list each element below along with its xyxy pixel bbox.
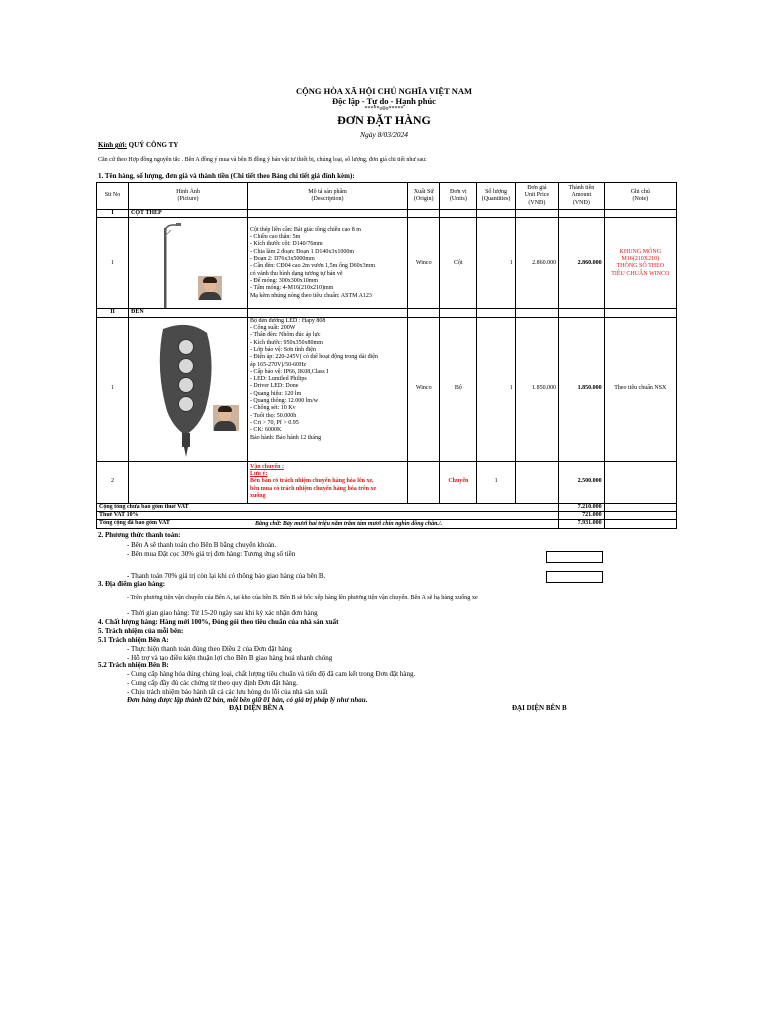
lamp-description: Bộ đèn đường LED : Hapy 808 - Công suất: 200W - Thân đèn: Nhôm đúc áp lực - Kích thước: 950x350x80mm - Lớp bảo vệ: Sơn tĩnh điện - Điện áp: 220-245V( có thể hoạt động trong dải điện áp 165-270V)/50-60Hz - Cấp bảo vệ: IP66, IK08,Class I - LED: Lumiled Philips - Driver LED: Done - Quang hiệu: 120 lm - Quang thông: 12.000 lm/w - Chống sét: 10 Kv - Tuổi thọ: 50.000h - Cri > 70, Pf > 0.95 - CK: 6000K Bảo hành: Bảo hành 12 tháng — [247, 317, 407, 461]
payment-heading: 2. Phương thức thanh toán: — [98, 531, 181, 539]
pole-image-cell — [129, 218, 248, 309]
delivery-line2: - Thời gian giao hàng: Từ 15-20 ngày sau khi ký xác nhận đơn hàng — [127, 609, 318, 617]
national-motto: Độc lập - Tự do - Hạnh phúc — [332, 96, 436, 106]
quality-text: 4. Chất lượng hàng: Hàng mới 100%, Đóng gói theo tiêu chuẩn của nhà sản xuất — [98, 618, 339, 626]
vat-row: Thuế VAT 10% 721.000 — [97, 511, 677, 519]
table-row-shipping: 2 Vận chuyển : Lưu ý: Bên bán có trách nhiệm chuyển hàng hóa lên xe, bên mua có trách nhiệm chuyển hàng hóa trên xe xuống Chuyến 1 2.500.000 — [97, 461, 677, 503]
responsibility-b3: - Chịu trách nhiệm bảo hành tất cả các lưu hỏng do lỗi của nhà sản xuất — [127, 688, 328, 696]
responsibility-a1: - Thực hiện thanh toán đúng theo Điều 2 của Đơn đặt hàng — [127, 645, 292, 653]
greeting-value: QUÝ CÔNG TY — [126, 141, 179, 149]
header-amount: Thành tiền Amount (VNĐ) — [559, 183, 604, 210]
payment-line2: - Bên mua Đặt cọc 30% giá trị đơn hàng: Tương ứng số tiền — [127, 550, 296, 558]
section1-heading: 1. Tên hàng, số lượng, đơn giá và thành tiền (Chi tiết theo Bảng chi tiết giá đính kèm): — [98, 172, 355, 180]
document-date: Ngày 8/03/2024 — [359, 130, 409, 139]
signature-party-b: ĐẠI DIỆN BÊN B — [512, 704, 567, 712]
person-photo — [213, 405, 239, 431]
group-name: CỘT THÉP — [129, 210, 248, 218]
shipping-description: Vận chuyển : Lưu ý: Bên bán có trách nhiệm chuyển hàng hóa lên xe, bên mua có trách nhiệm chuyển hàng hóa trên xe xuống — [247, 461, 407, 503]
payment-line1: - Bên A sẽ thanh toán cho Bên B bằng chuyển khoản. — [127, 541, 277, 549]
group-name: ĐÈN — [129, 309, 248, 317]
header-unit: Đơn vị (Units) — [440, 183, 477, 210]
order-table — [96, 182, 677, 529]
pole-note: KHUNG MÓNG M16(210X210) THÔNG SỐ THEO TIÊU CHUẨN WINCO — [604, 218, 676, 309]
header-image: Hình Ảnh (Picture) — [129, 183, 248, 210]
responsibility-heading: 5. Trách nhiệm của mỗi bên: — [98, 627, 184, 635]
header-desc: Mô tả sản phẩm (Description) — [247, 183, 407, 210]
lamp-note: Theo tiêu chuẩn NSX — [604, 317, 676, 461]
delivery-heading: 3. Địa điểm giao hàng: — [98, 580, 166, 588]
table-header-row — [97, 183, 677, 210]
pole-drawing — [138, 218, 238, 308]
ornament: *****o0o***** — [364, 106, 404, 112]
responsibility-b1: - Cung cấp hàng hóa đúng chủng loại, chất lượng tiêu chuẩn và tiến độ đã cam kết trong Đơn đặt hàng. — [127, 670, 416, 678]
table-row-pole: 1 Cột thép liền cần: Bát giác tồng chiều cao 8 m - Chiều cao thân: 5m - Kích thước cột: D140/76mm - Chia làm 2 đoạn: Đoạn 1 D140x3x1000m - Đoạn 2: D76x3x5000mm - Cần đèn: CĐ04 cao 2m vươn 1,5m ống D60x3mm có vành thu hình dạng tương tự bản vẽ - Đế móng: 300x300x10mm - Tấm móng: 4-M16(210x210)mm Mạ kẽm nhúng nóng theo tiêu chuẩn: ASTM A123 Winco Cột 1 2.860.000 2.860.000 KHUNG MÓNG M16(210X210) THÔNG SỐ THEO TIÊU CHUẨN WINCO — [97, 218, 677, 309]
total-row: Tổng cộng đã bao gồm VAT 7.931.000 — [97, 520, 677, 528]
signature-party-a: ĐẠI DIỆN BÊN A — [229, 704, 284, 712]
lamp-drawing — [133, 319, 243, 459]
responsibility-b2: - Cung cấp đầy đủ các chứng từ theo quy định Đơn đặt hàng. — [127, 679, 298, 687]
header-origin: Xuất Sứ (Origin) — [408, 183, 440, 210]
intro-text: Căn cứ theo Hợp đồng nguyên tắc . Bên A đồng ý mua và bên B đồng ý bán vật tư thiết bị, chủng loại, số lượng, đơn giá chi tiết như sau: — [98, 157, 427, 163]
balance-amount-box — [546, 571, 603, 583]
subtotal-row: Cộng tổng chưa bao gồm thuế VAT 7.210.000 — [97, 503, 677, 511]
deposit-amount-box — [546, 551, 603, 563]
header-stt: Stt No — [97, 183, 129, 210]
closing-statement: Đơn hàng được lập thành 02 bản, mỗi bên giữ 01 bản, có giá trị pháp lý như nhau. — [127, 696, 368, 704]
group-row-lamp: II ĐÈN — [97, 309, 677, 317]
responsibility-a2: - Hỗ trợ và tạo điều kiện thuận lợi cho Bên B giao hàng hoá nhanh chóng — [127, 654, 333, 662]
delivery-line1: - Trên phương tiện vận chuyển của Bên A, tại kho của bên B. Bên B sẽ bốc xếp hàng lên phương tiện vận chuyển. Bên A sẽ hạ hàng xuống xe — [127, 594, 478, 601]
national-title: CỘNG HÒA XÃ HỘI CHỦ NGHĨA VIỆT NAM — [295, 86, 473, 96]
header-note: Ghi chú (Note) — [604, 183, 676, 210]
responsibility-a-heading: 5.1 Trách nhiệm Bên A: — [98, 636, 169, 644]
table-row-lamp: 1 Bộ đèn đường LED : Hapy 808 - Công suất: 200W - Thân đèn: Nhôm đúc áp lực - Kích thước: 950x350x80mm - Lớp bảo vệ: Sơn tĩnh điện - Điện áp: 220-245V( có thể hoạt động trong dải điện áp 165-270V)/50-60Hz - Cấp bảo vệ: IP66, IK08,Class I - LED: Lumiled Philips - Driver LED: Done - Quang hiệu: 120 lm - Quang thông: 12.000 lm/w - Chống sét: 10 Kv - Tuổi thọ: 50.000h - Cri > 70, Pf > 0.95 - CK: 6000K Bảo hành: Bảo hành 12 tháng Winco Bộ 1 1.850.000 1.850.000 Theo tiêu chuẩn NSX — [97, 317, 677, 461]
header-price: Đơn giá Unit Price (VNĐ) — [515, 183, 558, 210]
group-row-steel-pole: I CỘT THÉP — [97, 210, 677, 218]
payment-line3: - Thanh toán 70% giá trị còn lại khi có thông báo giao hàng của bên B. — [127, 572, 326, 580]
pole-description: Cột thép liền cần: Bát giác tồng chiều cao 8 m - Chiều cao thân: 5m - Kích thước cột: D140/76mm - Chia làm 2 đoạn: Đoạn 1 D140x3x1000m - Đoạn 2: D76x3x5000mm - Cần đèn: CĐ04 cao 2m vươn 1,5m ống D60x3mm có vành thu hình dạng tương tự bản vẽ - Đế móng: 300x300x10mm - Tấm móng: 4-M16(210x210)mm Mạ kẽm nhúng nóng theo tiêu chuẩn: ASTM A123 — [247, 218, 407, 309]
lamp-image-cell — [129, 317, 248, 461]
amount-in-words: Bằng chữ: Bảy mươi hai triệu năm trăm tám mươi chín nghìn đồng chẵn./. — [255, 521, 443, 527]
led-street-lamp-image — [133, 319, 243, 459]
street-pole-image — [138, 218, 238, 308]
responsibility-b-heading: 5.2 Trách nhiệm Bên B: — [98, 661, 169, 669]
person-photo — [198, 276, 222, 300]
greeting — [98, 141, 178, 149]
greeting-label: Kính gửi: — [98, 141, 127, 149]
header-qty: Số lượng (Quantities) — [477, 183, 515, 210]
document-title: ĐƠN ĐẶT HÀNG — [337, 113, 431, 127]
